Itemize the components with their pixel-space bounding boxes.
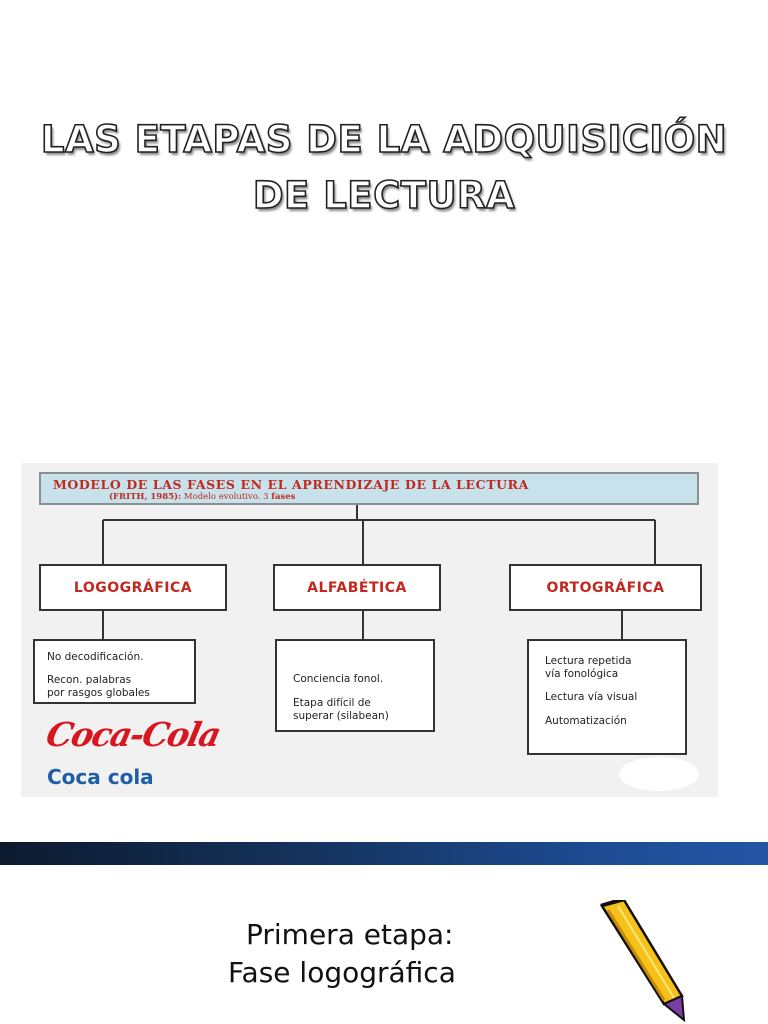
model-header-subtitle [109,492,295,502]
desc-item: Etapa difícil de [293,697,371,709]
phase-box-alfabetica [273,564,441,611]
desc-box-alfabetica [275,639,435,732]
decorative-band [0,842,768,865]
stage-caption-line2: Fase logográfica [228,956,456,989]
stage-caption [228,916,456,992]
coca-cola-logo: Coca-Cola [42,715,224,754]
model-header-citation: (FRITH, 1985): [109,492,182,502]
page-title-line2: DE LECTURA [252,174,516,217]
model-header-description: Modelo evolutivo. 3 [181,492,272,502]
desc-item: Lectura vía visual [545,691,638,703]
desc-box-ortografica [527,639,687,755]
desc-item: por rasgos globales [47,687,150,699]
phase-label-logografica: LOGOGRÁFICA [73,579,193,596]
model-header-title: MODELO DE LAS FASES EN EL APRENDIZAJE DE LA LECTURA [53,477,529,492]
model-header-phases: fases [271,492,296,502]
page-title-line1: LAS ETAPAS DE LA ADQUISICIÓN [40,118,728,161]
page-title [0,112,768,224]
phase-label-ortografica: ORTOGRÁFICA [546,579,665,596]
phase-box-ortografica [509,564,702,611]
frith-model-diagram [21,463,718,797]
phase-box-logografica [39,564,227,611]
desc-item: superar (silabean) [293,710,389,722]
pen-icon [598,900,688,1024]
desc-box-logografica [33,639,196,704]
desc-item: Conciencia fonol. [293,673,384,685]
phase-label-alfabetica: ALFABÉTICA [307,579,407,596]
stage-caption-line1: Primera etapa: [246,918,454,951]
desc-item: vía fonológica [545,668,619,680]
desc-item: Recon. palabras [47,674,132,686]
desc-item: No decodificación. [47,651,144,663]
desc-item: Lectura repetida [545,655,632,667]
desc-item: Automatización [545,715,627,727]
coca-cola-label: Coca cola [47,765,154,789]
model-header [39,472,699,505]
white-blob-decoration [619,757,699,791]
